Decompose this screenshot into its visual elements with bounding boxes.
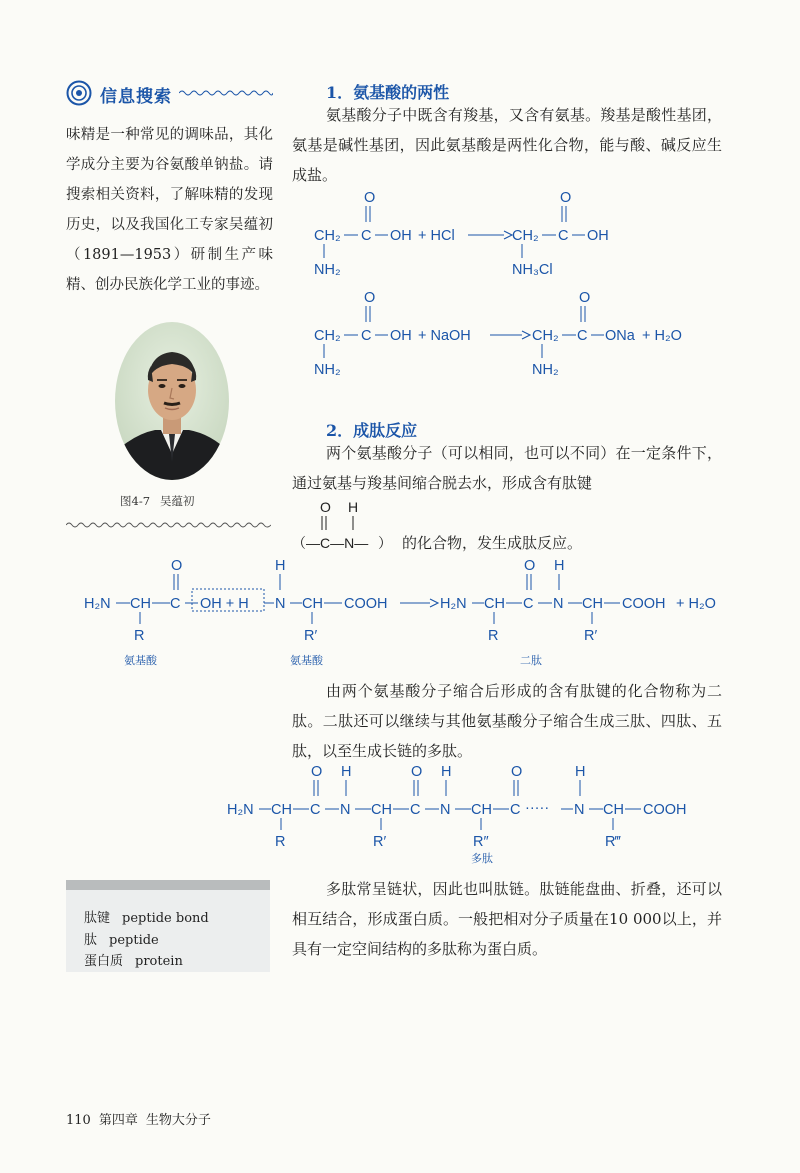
eq4-c-1: C — [310, 802, 321, 818]
section-heading-amphoteric: 1．氨基酸的两性 — [326, 83, 450, 102]
eq2-plus-h2o: + H₂O — [642, 328, 682, 344]
section-heading-peptide-formation: 2．成肽反应 — [326, 421, 418, 440]
section4-paragraph: 多肽常呈链状，因此也叫肽链。肽链能盘曲、折叠，还可以相互结合，形成蛋白质。一般把相对分子质量在10 000以上，并具有一定空间结构的多肽称为蛋白质。 — [292, 880, 722, 958]
page-footer — [66, 1109, 219, 1128]
eq3-c-2: C — [523, 596, 534, 612]
eq1-c-left: C — [361, 228, 372, 244]
eq3-c-1: C — [170, 596, 181, 612]
eq4-r2: R″ — [473, 834, 489, 850]
eq1-o-left: O — [364, 190, 376, 206]
eq2-nh2-left: NH₂ — [314, 362, 341, 378]
eq3-cooh-2: COOH — [622, 596, 666, 612]
eq4-dots: ····· — [525, 800, 550, 816]
eq2-ch2-right: CH₂ — [532, 328, 559, 344]
section1-paragraph: 氨基酸分子中既含有羧基，又含有氨基。羧基是酸性基团，氨基是碱性基团，因此氨基酸是两性化合物，能与酸、碱反应生成盐。 — [292, 106, 722, 184]
eq3-h2n-right: H₂N — [440, 596, 467, 612]
glossary-zh: 肽 — [84, 933, 98, 948]
glossary-box — [66, 880, 270, 972]
eq3-ch-3: CH — [484, 596, 505, 612]
label-polypeptide: 多肽 — [471, 853, 493, 865]
eq2-plus-naoh: + NaOH — [418, 328, 471, 344]
eq3-cooh-1: COOH — [344, 596, 388, 612]
eq3-h-2: H — [554, 560, 565, 574]
eq2-nh2-right: NH₂ — [532, 362, 559, 378]
glossary-top-bar — [66, 880, 270, 890]
eq1-nh2: NH₂ — [314, 262, 341, 278]
eq4-r1: R′ — [373, 834, 387, 850]
bond-h: H — [348, 499, 359, 515]
equation-polypeptide — [225, 762, 705, 868]
eq3-r1-1: R′ — [304, 628, 318, 644]
chapter-title: 生物大分子 — [145, 1113, 211, 1128]
eq4-h-3: H — [575, 764, 586, 780]
eq4-ch-2: CH — [371, 802, 392, 818]
eq3-ch-1: CH — [130, 596, 151, 612]
eq3-plus-h2o: + H₂O — [676, 596, 716, 612]
eq1-o-right: O — [560, 190, 572, 206]
eq4-ch-3: CH — [471, 802, 492, 818]
label-amino-acid-2: 氨基酸 — [290, 655, 323, 667]
eq3-ch-4: CH — [582, 596, 603, 612]
glossary-row-protein — [84, 950, 183, 969]
page-number: 110 — [66, 1113, 91, 1128]
eq1-ch2-left: CH₂ — [314, 228, 341, 244]
section2-paragraph: 两个氨基酸分子（可以相同，也可以不同）在一定条件下，通过氨基与羧基间缩合脱去水，形成含有肽键 — [292, 444, 722, 492]
glossary-en: peptide — [109, 933, 159, 948]
glossary-en: peptide bond — [122, 911, 209, 926]
label-amino-acid-1: 氨基酸 — [124, 655, 157, 667]
eq2-o-right: O — [579, 290, 591, 306]
equation-glycine-hcl — [300, 186, 640, 282]
bond-close-paren: ） — [378, 535, 392, 551]
eq3-oh-plus-h: OH + H — [200, 596, 249, 612]
eq3-o-2: O — [524, 560, 536, 574]
eq3-o-1: O — [171, 560, 183, 574]
label-dipeptide: 二肽 — [520, 655, 542, 667]
eq2-c-right: C — [577, 328, 588, 344]
figure-label: 吴蕴初 — [160, 494, 195, 508]
glossary-row-peptide — [84, 929, 159, 948]
glossary-zh: 肽键 — [84, 911, 111, 926]
eq1-plus-hcl: + HCl — [418, 228, 455, 244]
eq3-ch-2: CH — [302, 596, 323, 612]
eq3-r-2: R — [488, 628, 499, 644]
eq4-n-1: N — [340, 802, 351, 818]
info-search-header — [66, 80, 271, 110]
peptide-bond-structure — [292, 498, 402, 556]
eq3-n-2: N — [553, 596, 564, 612]
sidebar-wave-separator — [66, 520, 271, 530]
eq4-n-2: N — [440, 802, 451, 818]
eq2-oh: OH — [390, 328, 412, 344]
equation-dipeptide — [80, 560, 730, 672]
glossary-zh: 蛋白质 — [84, 954, 124, 969]
glossary-en: protein — [135, 954, 183, 969]
title-wave-decoration — [179, 88, 273, 98]
eq4-ch-4: CH — [603, 802, 624, 818]
eq4-r3: R‴ — [605, 834, 621, 850]
glossary-row-peptide-bond — [84, 907, 209, 926]
eq2-o-left: O — [364, 290, 376, 306]
figure-number: 图4-7 — [120, 494, 151, 508]
eq4-o-1: O — [311, 764, 323, 780]
eq4-o-2: O — [411, 764, 423, 780]
chapter-number: 第四章 — [98, 1113, 138, 1128]
eq2-ona: ONa — [605, 328, 635, 344]
figure-caption — [120, 493, 205, 509]
eq4-cooh: COOH — [643, 802, 687, 818]
info-search-title: 信息搜索 — [100, 87, 172, 107]
eq1-c-right: C — [558, 228, 569, 244]
eq4-c-2: C — [410, 802, 421, 818]
eq1-nh3cl: NH₃Cl — [512, 262, 553, 278]
section3-paragraph: 由两个氨基酸分子缩合后形成的含有肽键的化合物称为二肽。二肽还可以继续与其他氨基酸分子缩合生成三肽、四肽、五肽，以至生成长链的多肽。 — [292, 682, 722, 760]
equation-glycine-naoh — [300, 286, 700, 382]
section2-bond-label: 的化合物，发生成肽反应。 — [402, 534, 583, 552]
bond-open-paren: （ — [292, 535, 306, 551]
bond-o: O — [320, 499, 331, 515]
eq1-oh: OH — [390, 228, 412, 244]
eq2-ch2-left: CH₂ — [314, 328, 341, 344]
eq4-h-1: H — [341, 764, 352, 780]
eq4-h2n: H₂N — [227, 802, 254, 818]
eq4-o-3: O — [511, 764, 523, 780]
eq3-n-1: N — [275, 596, 286, 612]
search-target-icon — [66, 80, 92, 106]
info-search-text: 味精是一种常见的调味品，其化学成分主要为谷氨酸单钠盐。请搜索相关资料，了解味精的发现历史，以及我国化工专家吴蕴初（1891—1953）研制生产味精、创办民族化学工业的事迹。 — [66, 127, 273, 293]
eq3-h-1: H — [275, 560, 286, 574]
portrait-wu-yunchu — [115, 322, 229, 480]
bond-struct: —C—N— — [306, 535, 369, 551]
eq4-n-3: N — [574, 802, 585, 818]
eq4-c-3: C — [510, 802, 521, 818]
eq1-oh-right: OH — [587, 228, 609, 244]
eq4-h-2: H — [441, 764, 452, 780]
eq3-h2n-left: H₂N — [84, 596, 111, 612]
eq4-r: R — [275, 834, 286, 850]
eq3-r-1: R — [134, 628, 145, 644]
eq2-c-left: C — [361, 328, 372, 344]
eq1-ch2-right: CH₂ — [512, 228, 539, 244]
eq4-ch-1: CH — [271, 802, 292, 818]
eq3-r1-2: R′ — [584, 628, 598, 644]
